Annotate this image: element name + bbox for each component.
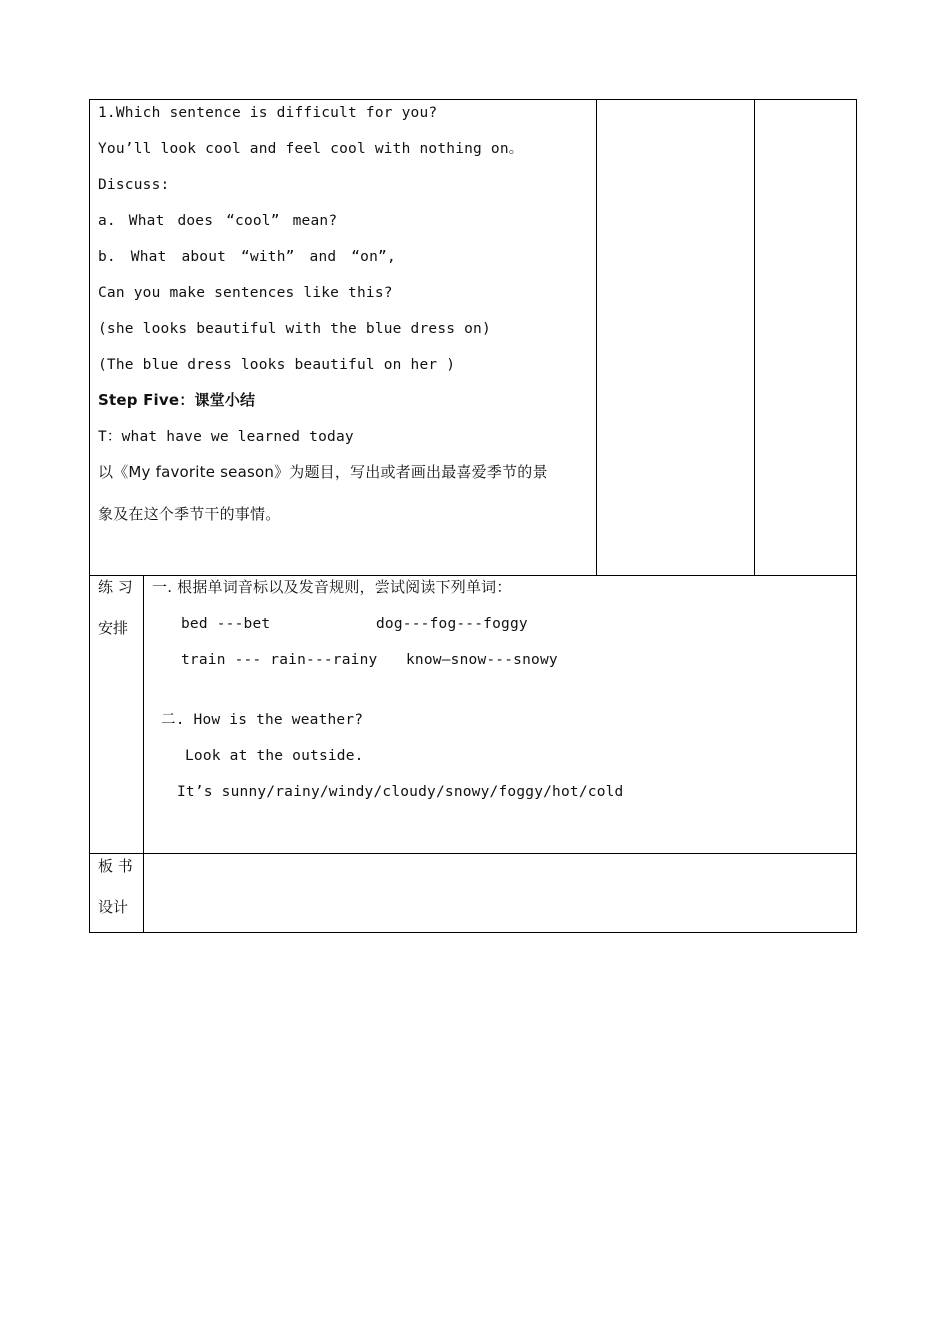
step-make-sentences: Can you make sentences like this? (98, 285, 393, 301)
practice-label-line1: 练 习 (98, 578, 133, 596)
practice-section2-line2: It’s sunny/rainy/windy/cloudy/snowy/foggy/hot/cold (177, 784, 624, 800)
column-divider-1 (596, 100, 597, 575)
step-discuss-a: a. What does “cool” mean? (98, 213, 338, 229)
step-homework-line1: 以《My favorite season》为题目，写出或者画出最喜爱季节的景 (98, 463, 548, 481)
step-teacher-question: T：what have we learned today (98, 429, 354, 445)
step-five-heading: Step Five：课堂小结 (98, 391, 256, 409)
step-discuss-b: b. What about “with” and “on”, (98, 249, 396, 265)
step-discuss-line: Discuss: (98, 177, 170, 193)
step-homework-line2: 象及在这个季节干的事情。 (98, 505, 281, 523)
practice-section1-title: 一. 根据单词音标以及发音规则，尝试阅读下列单词： (152, 578, 512, 596)
step-example-1: (she looks beautiful with the blue dress on) (98, 321, 491, 337)
row-divider-1 (90, 575, 856, 576)
practice-section2-title: 二. How is the weather? (161, 712, 364, 728)
board-label-line1: 板 书 (98, 857, 133, 875)
step-sentence-line: You’ll look cool and feel cool with nothing on。 (98, 141, 524, 157)
row-divider-2 (90, 853, 856, 854)
practice-section2-line1: Look at the outside. (185, 748, 364, 764)
step-example-2: (The blue dress looks beautiful on her ) (98, 357, 456, 373)
board-label-line2: 设计 (98, 898, 129, 916)
step-question-line: 1.Which sentence is difficult for you? (98, 105, 438, 121)
practice-words-row2-right: know—snow---snowy (406, 652, 558, 668)
label-column-divider (143, 575, 144, 932)
practice-words-row1-right: dog---fog---foggy (376, 616, 528, 632)
column-divider-2 (754, 100, 755, 575)
practice-words-row1-left: bed ---bet (181, 616, 271, 632)
practice-words-row2-left: train --- rain---rainy (181, 652, 378, 668)
practice-label-line2: 安排 (98, 619, 129, 637)
